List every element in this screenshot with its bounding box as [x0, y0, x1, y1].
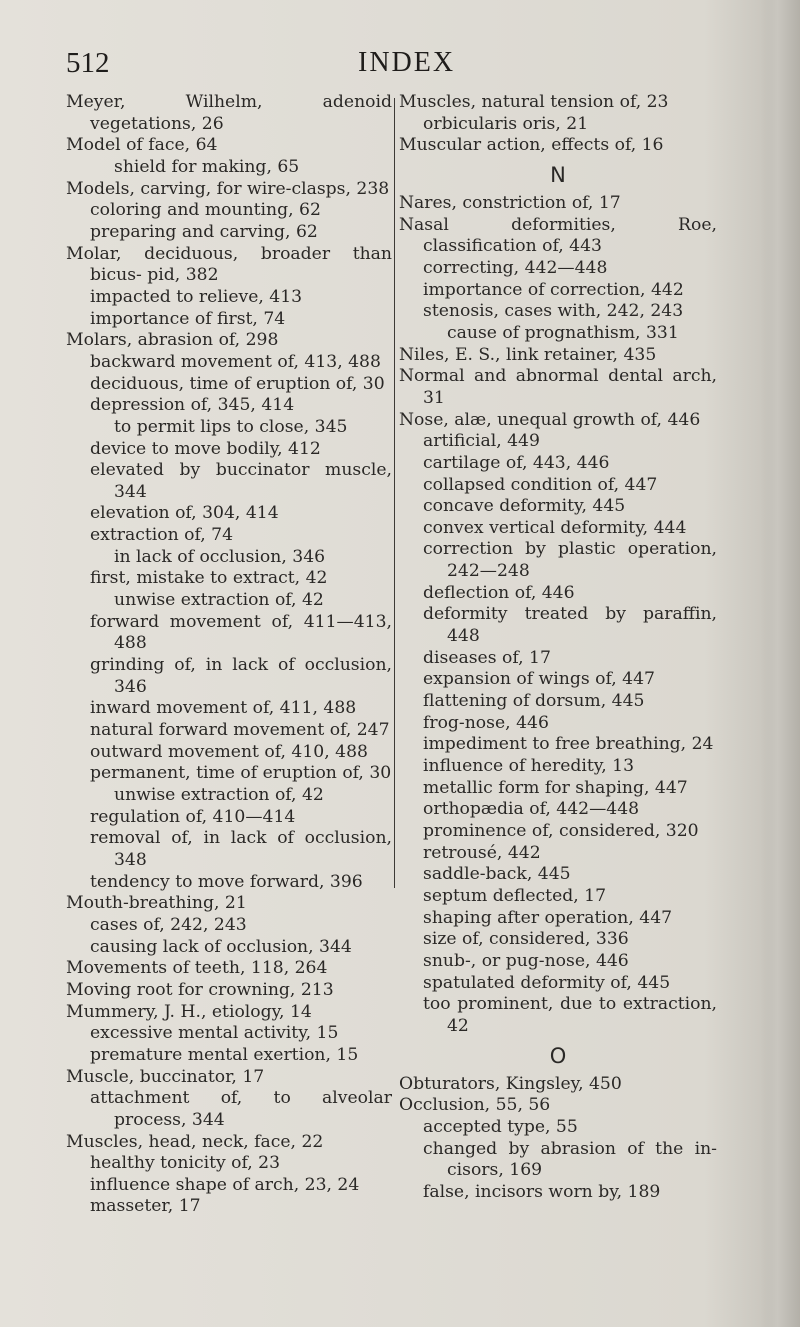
index-entry: too prominent, due to extraction, 42	[423, 994, 717, 1036]
index-entry: natural forward movement of, 247	[90, 720, 390, 741]
index-entry: Model of face, 64	[66, 135, 218, 156]
index-entry: metallic form for shaping, 447	[423, 777, 688, 798]
index-entry: flattening of dorsum, 445	[423, 691, 645, 712]
index-entry: regulation of, 410—414	[90, 806, 296, 827]
index-entry: Nose, alæ, unequal growth of, 446	[399, 409, 701, 430]
index-entry: Normal and abnormal dental arch, 31	[399, 366, 717, 408]
index-entry: Mouth-breathing, 21	[66, 893, 247, 914]
index-entry: extraction of, 74	[90, 525, 234, 546]
index-entry: size of, considered, 336	[423, 929, 629, 950]
right-column	[399, 92, 717, 1204]
index-entry: deformity treated by paraffin, 448	[423, 604, 717, 647]
index-entry: backward movement of, 413, 488	[90, 351, 381, 372]
index-entry: changed by abrasion of the in- cisors, 169	[423, 1138, 717, 1181]
index-entry: accepted type, 55	[423, 1116, 578, 1137]
index-entry: Models, carving, for wire-clasps, 238	[66, 178, 390, 199]
index-entry: deciduous, time of eruption of, 30	[90, 373, 385, 394]
page-header	[66, 47, 786, 87]
index-entry: Nares, constriction of, 17	[399, 192, 621, 213]
index-entry: cases of, 242, 243	[90, 914, 247, 935]
index-entry: shield for making, 65	[114, 156, 300, 177]
index-entry: shaping after operation, 447	[423, 907, 673, 928]
index-entry: prominence of, considered, 320	[423, 821, 699, 841]
index-entry: importance of correction, 442	[423, 279, 684, 300]
index-entry: first, mistake to extract, 42	[90, 568, 328, 589]
running-title: INDEX	[358, 47, 456, 78]
index-entry: permanent, time of eruption of, 30	[90, 763, 392, 784]
index-entry: excessive mental activity, 15	[90, 1023, 339, 1044]
index-entry: grinding of, in lack of occlusion, 346	[90, 655, 392, 697]
index-entry: Muscles, natural tension of, 23	[399, 92, 669, 112]
index-entry: impacted to relieve, 413	[90, 286, 303, 307]
index-entry: healthy tonicity of, 23	[90, 1153, 281, 1174]
index-entry: depression of, 345, 414	[90, 395, 295, 416]
index-entry: elevation of, 304, 414	[90, 503, 279, 524]
index-entry: Muscle, buccinator, 17	[66, 1066, 265, 1087]
index-entry: removal of, in lack of occlusion, 348	[90, 828, 392, 870]
index-entry: cause of prognathism, 331	[447, 322, 679, 343]
index-entry: false, incisors worn by, 189	[423, 1181, 661, 1202]
index-entry: coloring and mounting, 62	[90, 200, 321, 221]
index-entry: diseases of, 17	[423, 647, 551, 668]
index-entry: expansion of wings of, 447	[423, 669, 655, 690]
index-entry: correction by plastic operation, 242—248	[423, 539, 717, 582]
index-entry: Molars, abrasion of, 298	[66, 330, 279, 351]
index-entry: Muscles, head, neck, face, 22	[66, 1131, 324, 1152]
index-entry: inward movement of, 411, 488	[90, 698, 357, 719]
index-entry: concave deformity, 445	[423, 496, 626, 517]
index-entry: frog-nose, 446	[423, 712, 549, 733]
page-number: 512	[66, 47, 110, 79]
index-entry: Nasal deformities, Roe, classification of, 443	[399, 214, 717, 257]
index-entry: impediment to free breathing, 24	[423, 734, 714, 755]
index-entry: Molar, deciduous, broader than bicus- pid, 382	[66, 243, 392, 286]
page-edge-shadow	[762, 0, 800, 1327]
index-entry: Muscular action, effects of, 16	[399, 135, 664, 156]
index-entry: Movements of teeth, 118, 264	[66, 958, 328, 979]
index-entry: orbicularis oris, 21	[423, 113, 589, 134]
index-entry: Mummery, J. H., etiology, 14	[66, 1001, 312, 1022]
section-n-entries	[399, 193, 717, 1038]
index-entry: retrousé, 442	[423, 842, 541, 863]
index-entry: correcting, 442—448	[423, 257, 608, 278]
index-entry: importance of first, 74	[90, 308, 286, 329]
index-entry: Meyer, Wilhelm, adenoid vegetations, 26	[66, 92, 392, 134]
index-entry: Obturators, Kingsley, 450	[399, 1073, 622, 1094]
index-entry: causing lack of occlusion, 344	[90, 936, 352, 957]
column-divider	[394, 98, 395, 888]
index-entry: unwise extraction of, 42	[114, 590, 324, 611]
section-letter-o: O	[549, 1043, 567, 1068]
index-entry: premature mental exertion, 15	[90, 1044, 359, 1065]
index-entry: masseter, 17	[90, 1196, 201, 1217]
left-column	[66, 92, 392, 1218]
index-entry: to permit lips to close, 345	[114, 416, 348, 437]
index-entry: Niles, E. S., link retainer, 435	[399, 344, 657, 365]
index-entry: Occlusion, 55, 56	[399, 1095, 551, 1116]
right-column-continued-entries	[399, 92, 717, 157]
index-entry: outward movement of, 410, 488	[90, 741, 368, 762]
index-entry: unwise extraction of, 42	[114, 785, 324, 805]
index-entry: deflection of, 446	[423, 582, 575, 603]
index-entry: elevated by buccinator muscle, 344	[90, 460, 392, 502]
index-entry: snub-, or pug-nose, 446	[423, 950, 629, 971]
index-entry: saddle-back, 445	[423, 864, 571, 885]
index-entry: convex vertical deformity, 444	[423, 517, 687, 538]
section-letter-n: N	[550, 162, 566, 187]
index-entry: cartilage of, 443, 446	[423, 452, 610, 473]
index-entry: influence of heredity, 13	[423, 756, 635, 777]
index-entry: orthopædia of, 442—448	[423, 799, 640, 820]
index-entry: artificial, 449	[423, 431, 540, 452]
index-entry: tendency to move forward, 396	[90, 871, 363, 892]
index-entry: collapsed condition of, 447	[423, 474, 658, 495]
index-entry: forward movement of, 411—413, 488	[90, 611, 392, 654]
index-entry: spatulated deformity of, 445	[423, 972, 671, 993]
index-entry: attachment of, to alveolar process, 344	[90, 1088, 392, 1130]
index-entry: in lack of occlusion, 346	[114, 546, 326, 567]
index-entry: septum deflected, 17	[423, 885, 607, 906]
index-entry: influence shape of arch, 23, 24	[90, 1174, 360, 1195]
index-entry: Moving root for crowning, 213	[66, 979, 334, 1000]
index-entry: device to move bodily, 412	[90, 438, 321, 459]
index-entry: stenosis, cases with, 242, 243	[423, 301, 684, 322]
index-entry: preparing and carving, 62	[90, 221, 318, 242]
section-o-entries	[399, 1074, 717, 1204]
